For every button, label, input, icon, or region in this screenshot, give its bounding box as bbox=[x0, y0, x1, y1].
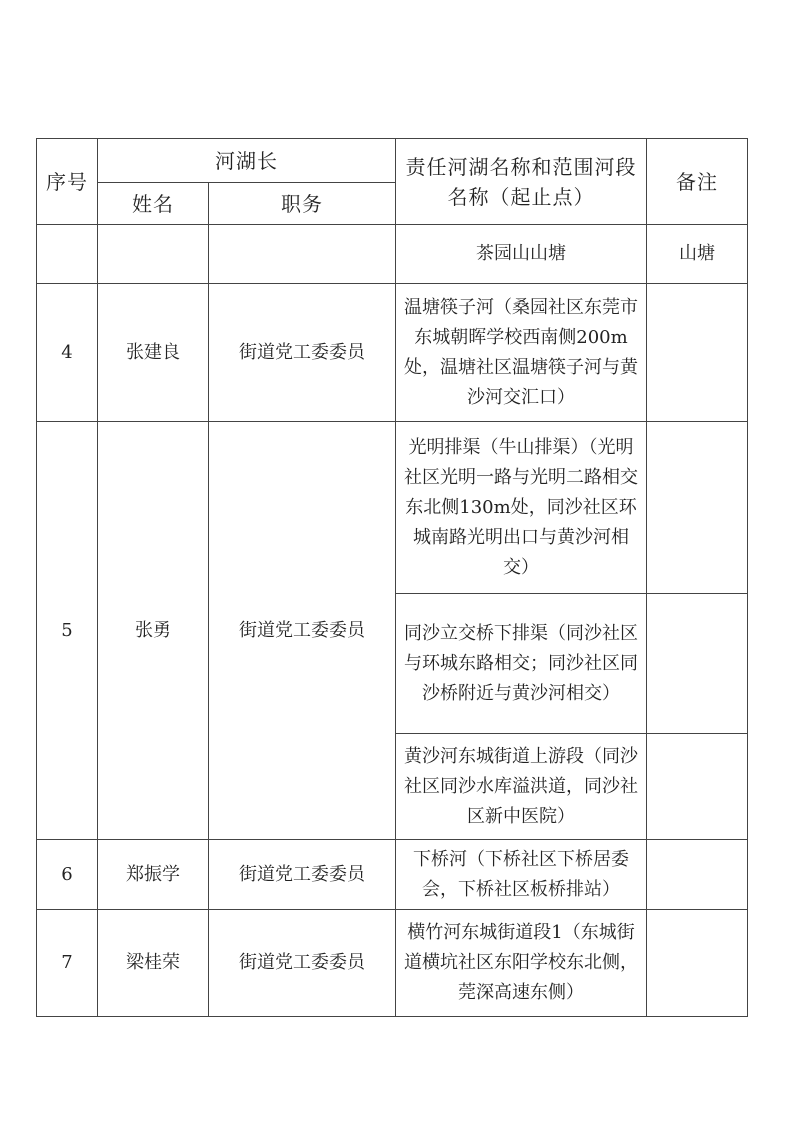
remark-cell bbox=[647, 422, 748, 594]
name-cell: 张勇 bbox=[98, 422, 209, 840]
position-cell: 街道党工委委员 bbox=[209, 422, 396, 840]
remark-cell bbox=[647, 840, 748, 910]
remark-cell bbox=[647, 284, 748, 422]
river-chief-table bbox=[36, 138, 748, 1017]
river-cell: 茶园山山塘 bbox=[396, 225, 647, 284]
position-cell: 街道党工委委员 bbox=[209, 840, 396, 910]
seq-cell: 6 bbox=[37, 840, 98, 910]
header-position: 职务 bbox=[209, 183, 396, 225]
seq-cell: 7 bbox=[37, 910, 98, 1017]
position-cell: 街道党工委委员 bbox=[209, 284, 396, 422]
river-cell: 温塘筷子河（桑园社区东莞市东城朝晖学校西南侧200m处，温塘社区温塘筷子河与黄沙河交汇口） bbox=[396, 284, 647, 422]
header-river-chief: 河湖长 bbox=[98, 139, 396, 183]
river-cell: 横竹河东城街道段1（东城街道横坑社区东阳学校东北侧，莞深高速东侧） bbox=[396, 910, 647, 1017]
remark-cell bbox=[647, 910, 748, 1017]
table-row bbox=[37, 840, 748, 910]
header-row-1 bbox=[37, 139, 748, 183]
position-cell bbox=[209, 225, 396, 284]
name-cell bbox=[98, 225, 209, 284]
river-cell: 黄沙河东城街道上游段（同沙社区同沙水库溢洪道，同沙社区新中医院） bbox=[396, 734, 647, 840]
seq-cell bbox=[37, 225, 98, 284]
table-row bbox=[37, 910, 748, 1017]
header-river-range: 责任河湖名称和范围河段名称（起止点） bbox=[396, 139, 647, 225]
seq-cell: 5 bbox=[37, 422, 98, 840]
river-cell: 同沙立交桥下排渠（同沙社区与环城东路相交；同沙社区同沙桥附近与黄沙河相交） bbox=[396, 594, 647, 734]
header-remark: 备注 bbox=[647, 139, 748, 225]
header-seq: 序号 bbox=[37, 139, 98, 225]
river-cell: 下桥河（下桥社区下桥居委会，下桥社区板桥排站） bbox=[396, 840, 647, 910]
remark-cell bbox=[647, 734, 748, 840]
name-cell: 张建良 bbox=[98, 284, 209, 422]
header-name: 姓名 bbox=[98, 183, 209, 225]
table-row bbox=[37, 284, 748, 422]
remark-cell bbox=[647, 594, 748, 734]
remark-cell: 山塘 bbox=[647, 225, 748, 284]
name-cell: 梁桂荣 bbox=[98, 910, 209, 1017]
table-row bbox=[37, 422, 748, 594]
table-row bbox=[37, 225, 748, 284]
name-cell: 郑振学 bbox=[98, 840, 209, 910]
river-cell: 光明排渠（牛山排渠）（光明社区光明一路与光明二路相交东北侧130m处，同沙社区环城南路光明出口与黄沙河相交） bbox=[396, 422, 647, 594]
seq-cell: 4 bbox=[37, 284, 98, 422]
position-cell: 街道党工委委员 bbox=[209, 910, 396, 1017]
